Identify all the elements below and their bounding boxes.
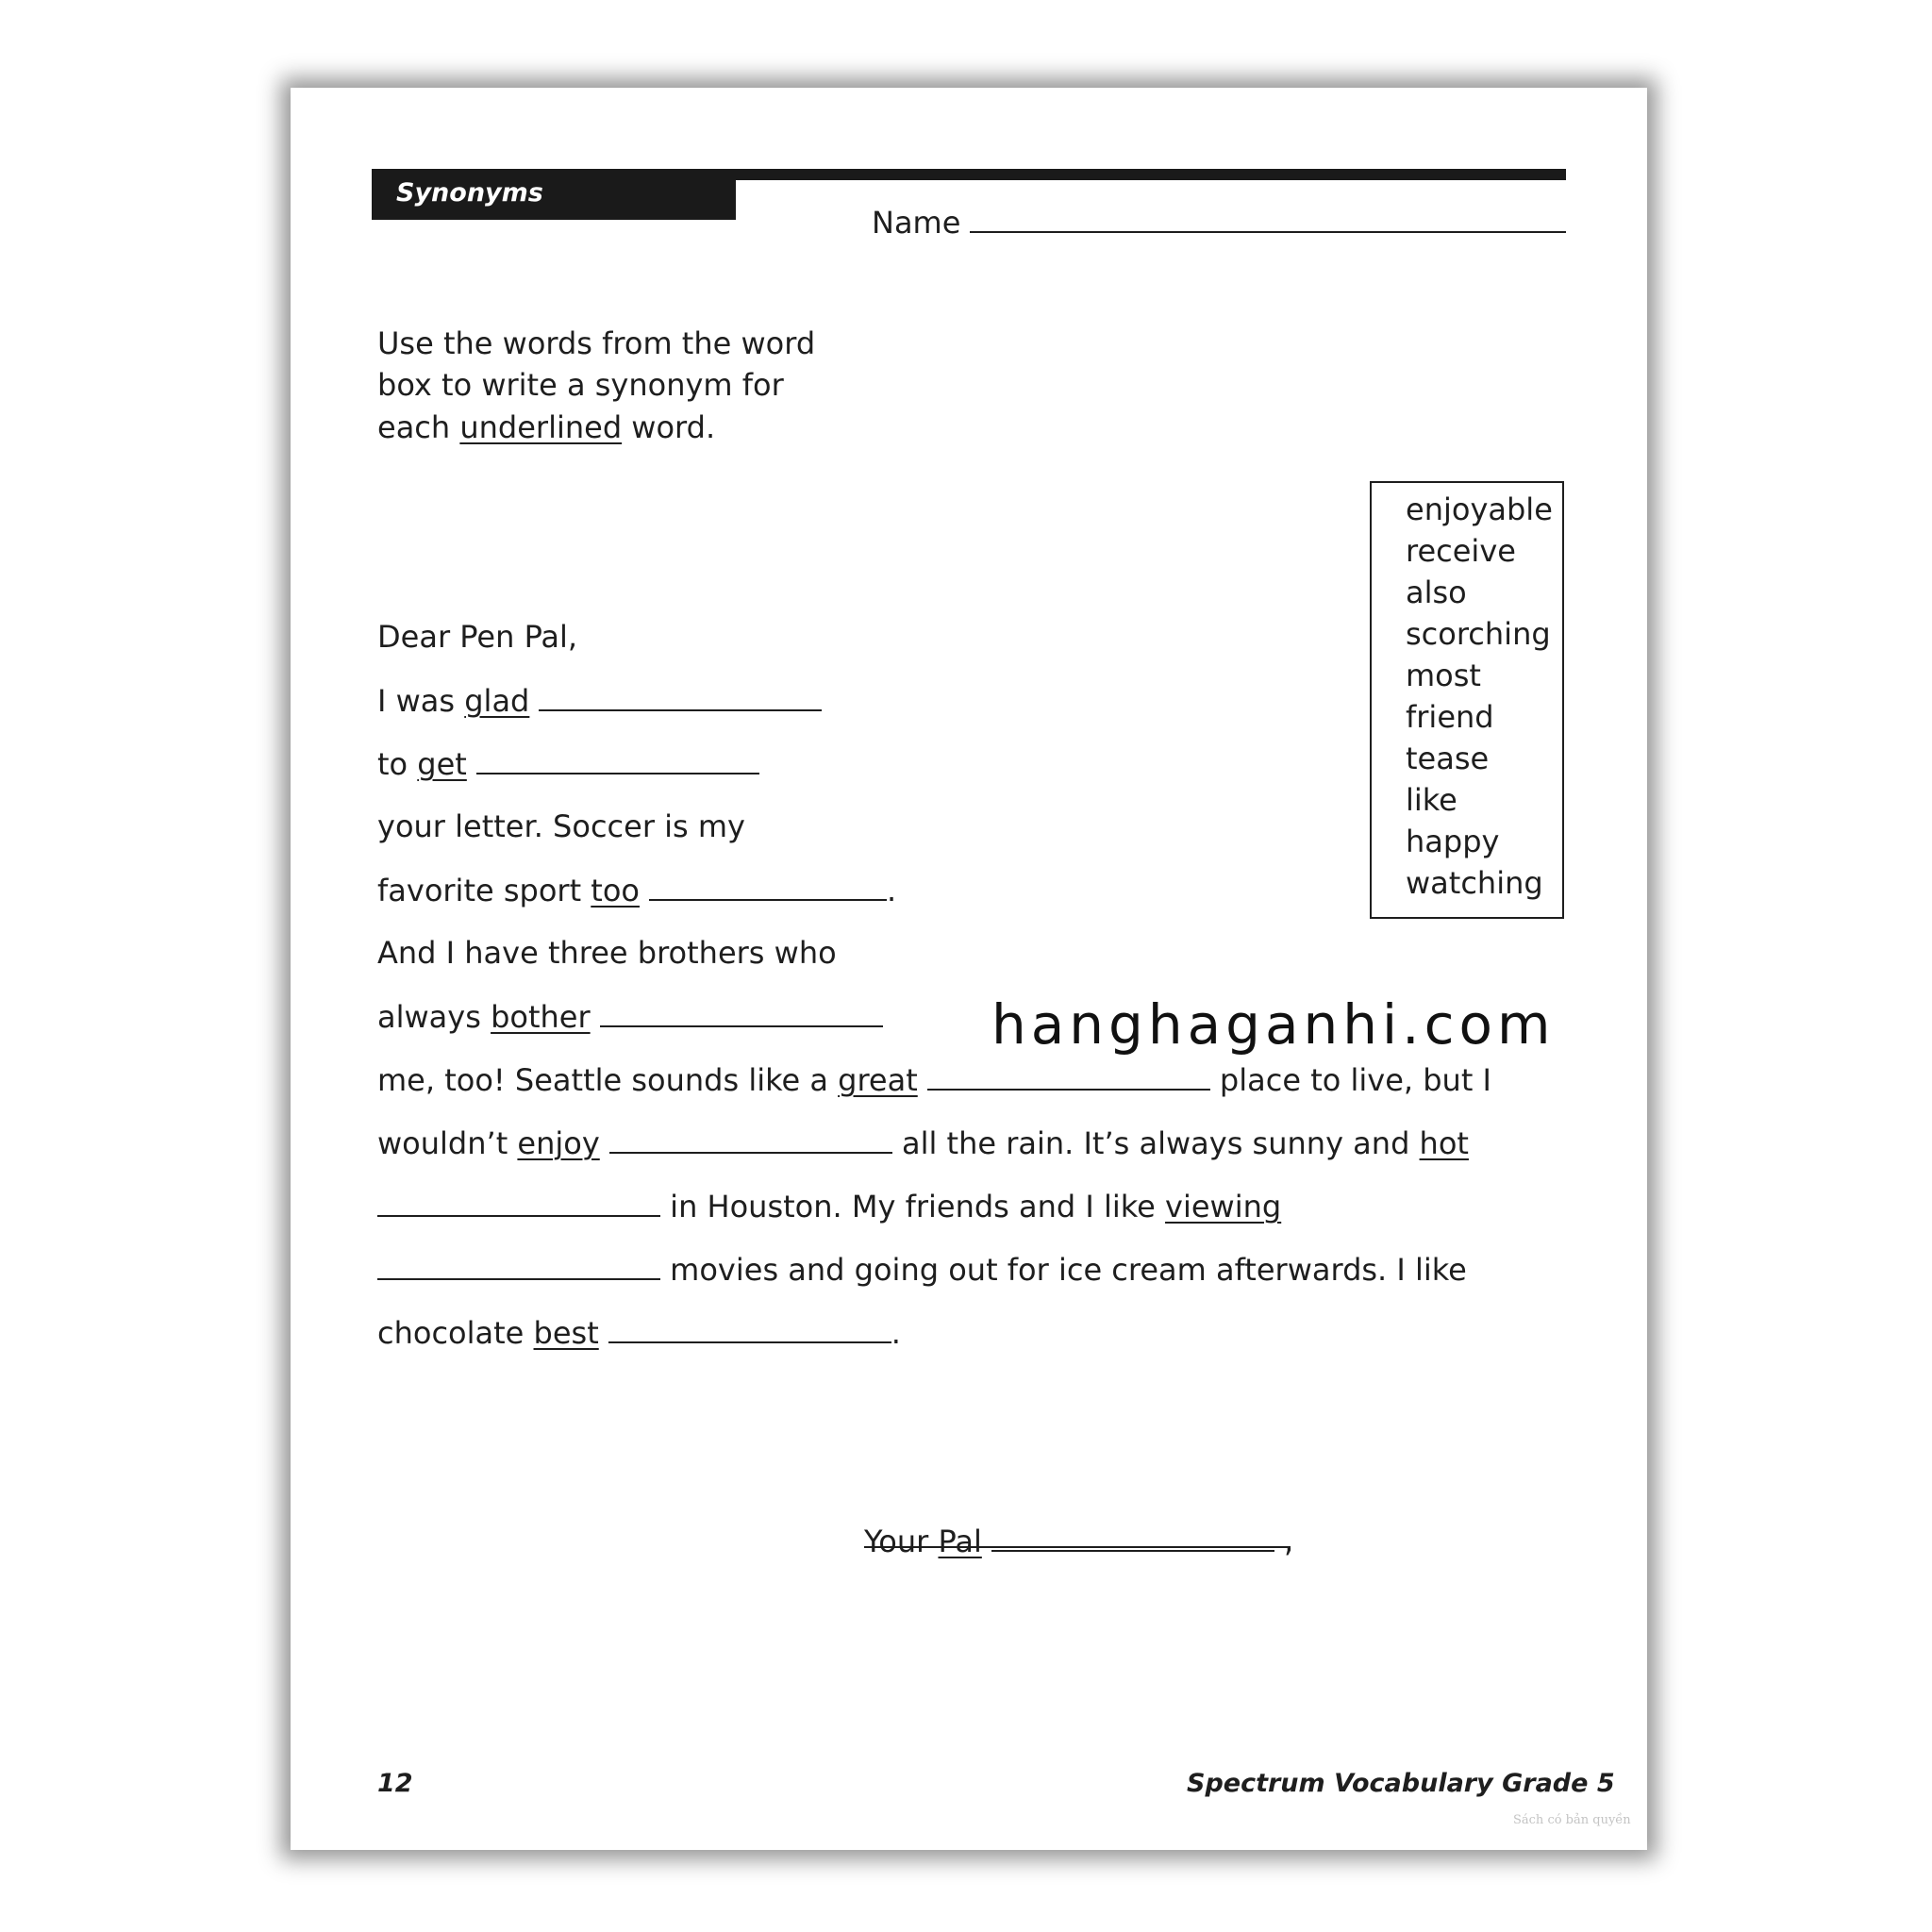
page-number: 12 [377,1769,413,1798]
letter-text: me, too! Seattle sounds like a [377,1062,839,1098]
header-rule [736,169,1566,180]
underlined-word: bother [491,999,591,1035]
letter-text: , [1274,1524,1294,1559]
underlined-word: enjoy [517,1125,600,1161]
letter-line-3: your letter. Soccer is my [377,808,745,844]
letter-closing [864,1522,1293,1560]
watermark-text: hanghaganhi.com [991,992,1556,1057]
name-label: Name [872,205,961,241]
letter-line-10 [377,1250,1467,1289]
word-box-item: happy [1406,824,1500,859]
letter-text: place to live, but I [1209,1062,1491,1098]
word-box-item: also [1406,575,1467,610]
signature-blank[interactable] [864,1546,1291,1548]
underlined-word: get [417,746,467,782]
letter-line-1 [377,681,822,720]
letter-text: in Houston. My friends and I like [660,1189,1166,1224]
letter-line-7 [377,1060,1491,1099]
underlined-word: hot [1419,1125,1469,1161]
letter-greeting: Dear Pen Pal, [377,619,578,655]
letter-line-5: And I have three brothers who [377,935,837,971]
letter-text: Your [864,1524,939,1559]
underlined-word: great [838,1062,918,1098]
word-box-item: tease [1406,741,1490,776]
letter-text: I was [377,683,465,719]
word-box-item: scorching [1406,616,1551,652]
underlined-word: too [591,873,640,908]
letter-line-8 [377,1124,1469,1162]
answer-blank[interactable] [377,1187,660,1217]
answer-blank[interactable] [608,1313,891,1343]
letter-line-4 [377,871,896,909]
letter-text: to [377,746,418,782]
letter-text: movies and going out for ice cream afterwards. I like [660,1252,1467,1288]
underlined-word: best [533,1315,599,1351]
instructions-text: each [377,409,460,445]
instructions-line-2: box to write a synonym for [377,367,784,403]
word-box-item: receive [1406,533,1516,569]
letter-text: always [377,999,491,1035]
letter-text: . [886,873,897,908]
answer-blank[interactable] [476,744,759,774]
word-box-item: enjoyable [1406,491,1553,527]
underlined-word: glad [464,683,530,719]
instructions-underlined-word: underlined [459,409,623,445]
underlined-word: viewing [1165,1189,1282,1224]
word-box-item: friend [1406,699,1494,735]
letter-line-6 [377,997,883,1036]
instructions-text: word. [622,409,716,445]
letter-line-11 [377,1313,901,1352]
answer-blank[interactable] [600,997,883,1027]
word-box-item: like [1406,782,1457,818]
answer-blank[interactable] [609,1124,892,1154]
book-title: Spectrum Vocabulary Grade 5 [1187,1769,1615,1798]
letter-text: wouldn’t [377,1125,518,1161]
answer-blank[interactable] [649,871,887,901]
letter-text: all the rain. It’s always sunny and [891,1125,1420,1161]
answer-blank[interactable] [539,681,822,711]
name-blank[interactable] [970,203,1566,233]
word-box [1370,481,1564,919]
word-box-item: most [1406,658,1481,693]
answer-blank[interactable] [377,1250,660,1280]
name-field [872,203,1566,242]
worksheet-page [291,88,1647,1850]
underlined-word: Pal [938,1524,982,1559]
letter-line-2 [377,744,759,783]
word-box-item: watching [1406,865,1543,901]
instructions-line-1: Use the words from the word [377,325,816,361]
instructions-line-3 [377,408,715,446]
section-header [372,169,736,220]
answer-blank[interactable] [927,1060,1210,1091]
copyright-note: Sách có bản quyền [1513,1813,1631,1827]
letter-text: chocolate [377,1315,534,1351]
section-title: Synonyms [396,178,543,208]
letter-text: favorite sport [377,873,591,908]
letter-text: . [891,1315,901,1351]
letter-line-9 [377,1187,1281,1225]
